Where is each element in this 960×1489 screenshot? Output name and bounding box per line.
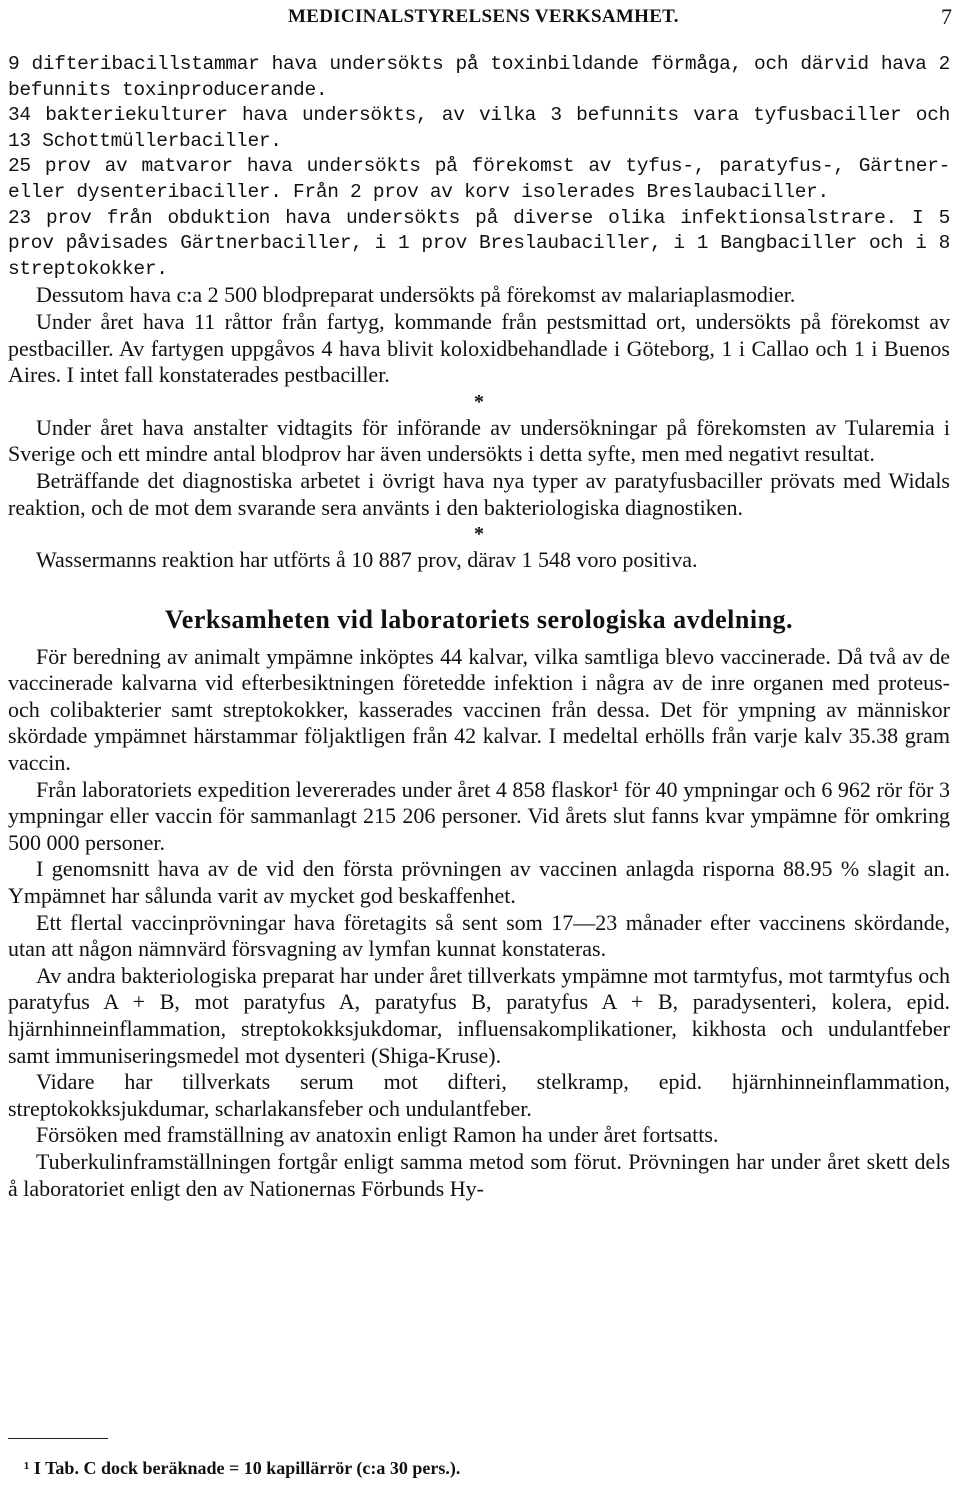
paragraph-other-preparations: Av andra bakteriologiska preparat har under året tillverkats ympämne mot tarmtyfus, mot tarmtyfus och paratyfus A + B, mot paratyfus A, paratyfus B, paratyfus A + B, paradysenteri, kolera, epid. hjärnhinneinflammation, streptokokksjukdomar, influensakomplikationer, kikhosta och undulantfeber samt immuniseringsmedel mot dysenteri (Shiga-Kruse).	[8, 962, 950, 1068]
lab-results-small-section	[8, 52, 950, 282]
paragraph-paratyphoid: Beträffande det diagnostiska arbetet i övrigt hava nya typer av paratyfusbaciller prövats med Widals reaktion, och de mot dem svarande sera använts i den bakteriologiska diagnostiken.	[8, 467, 950, 520]
paragraph-blood-preparations: Dessutom hava c:a 2 500 blodpreparat undersökts på förekomst av malariaplasmodier.	[36, 282, 796, 308]
page-number: 7	[941, 4, 952, 29]
paragraph-rats: Under året hava 11 råttor från fartyg, kommande från pestsmittad ort, undersökts på förekomst av pestbaciller. Av fartygen uppgåvos 4 hava blivit koloxidbehandlade i Göteborg, 1 i Callao och 1 i Buenos Aires. I intet fall konstaterades pestbaciller.	[8, 308, 950, 388]
paragraph-calves: För beredning av animalt ympämne inköptes 44 kalvar, vilka samtliga blevo vaccinerade. Då två av de vaccinerade kalvarna vid efterbesiktningen företedde infektion i några av de inre organen med proteus- och colibakterier samt streptokokker, kasserades vaccinen från dessa. Det för ympning av människor skördade ympämnet härstammar följaktligen från 42 kalvar. I medeltal erhölls från varje kalv 35.38 gram vaccin.	[8, 643, 950, 776]
section-heading: Verksamheten vid laboratoriets serologiska avdelning.	[164, 604, 794, 634]
paragraph-tularemia: Under året hava anstalter vidtagits för införande av undersökningar på förekomsten av Tularemia i Sverige och ett mindre antal blodprov har även undersökts i detta syfte, men med negativt resultat.	[8, 414, 950, 467]
paragraph-diphtheria: 9 difteribacillstammar hava undersökts på toxinbildande förmåga, och därvid hava 2 befunnits toxinproducerande.	[8, 53, 950, 101]
paragraph-vaccine-tests: Ett flertal vaccinprövningar hava företagits så sent som 17—23 månader efter vaccinens skördande, utan att någon nämnvärd försvagning av lymfan kunnat konstateras.	[8, 909, 950, 962]
paragraph-autopsy-samples: 23 prov från obduktion hava undersökts på diverse olika infektionsalstrare. I 5 prov påvisades Gärtnerbaciller, i 1 prov Breslaubaciller, i 1 Bangbaciller och i 8 streptokokker.	[8, 206, 950, 280]
paragraph-serum: Vidare har tillverkats serum mot difteri, stelkramp, epid. hjärnhinneinflammation, streptokokksjukdumar, scharlakansfeber och undulantfeber.	[8, 1069, 950, 1121]
paragraph-expedition: Från laboratoriets expedition levererades under året 4 858 flaskor¹ för 40 ympningar och 6 962 rör för 3 ympningar eller vaccin för sammanlagt 215 206 personer. Vid årets slut fanns kvar ympämne för omkring 500 000 personer.	[8, 776, 950, 855]
paragraph-average: I genomsnitt hava av de vid den första prövningen av vaccinen anlagda risporna 88.95 % slagit an. Ympämnet har sålunda varit av mycket god beskaffenhet.	[8, 856, 950, 909]
paragraph-food-samples: 25 prov av matvaror hava undersökts på förekomst av tyfus-, paratyfus-, Gärtner- eller dysenteribaciller. Från 2 prov av korv isolerades Breslaubaciller.	[8, 155, 950, 203]
asterisk-separator: *	[474, 390, 484, 413]
paragraph-anatoxin: Försöken med framställning av anatoxin enligt Ramon ha under året fortsatts.	[36, 1122, 719, 1148]
asterisk-separator: *	[474, 523, 484, 546]
paragraph-wassermann: Wassermanns reaktion har utförts å 10 887 prov, därav 1 548 voro positiva.	[36, 547, 698, 573]
paragraph-cultures: 34 bakteriekulturer hava undersökts, av vilka 3 befunnits vara tyfusbaciller och 13 Schottmüllerbaciller.	[8, 104, 950, 152]
paragraph-tuberculin: Tuberkulinframställningen fortgår enligt samma metod som förut. Prövningen har under året skett dels å laboratoriet enligt den av Nationernas Förbunds Hy-	[8, 1148, 950, 1201]
running-head: MEDICINALSTYRELSENS VERKSAMHET.	[288, 6, 679, 27]
footnote-divider	[8, 1438, 108, 1439]
page-body	[8, 52, 950, 1202]
footnote: ¹ I Tab. C dock beräknade = 10 kapillärrör (c:a 30 pers.).	[24, 1458, 461, 1478]
page-header	[0, 6, 960, 34]
